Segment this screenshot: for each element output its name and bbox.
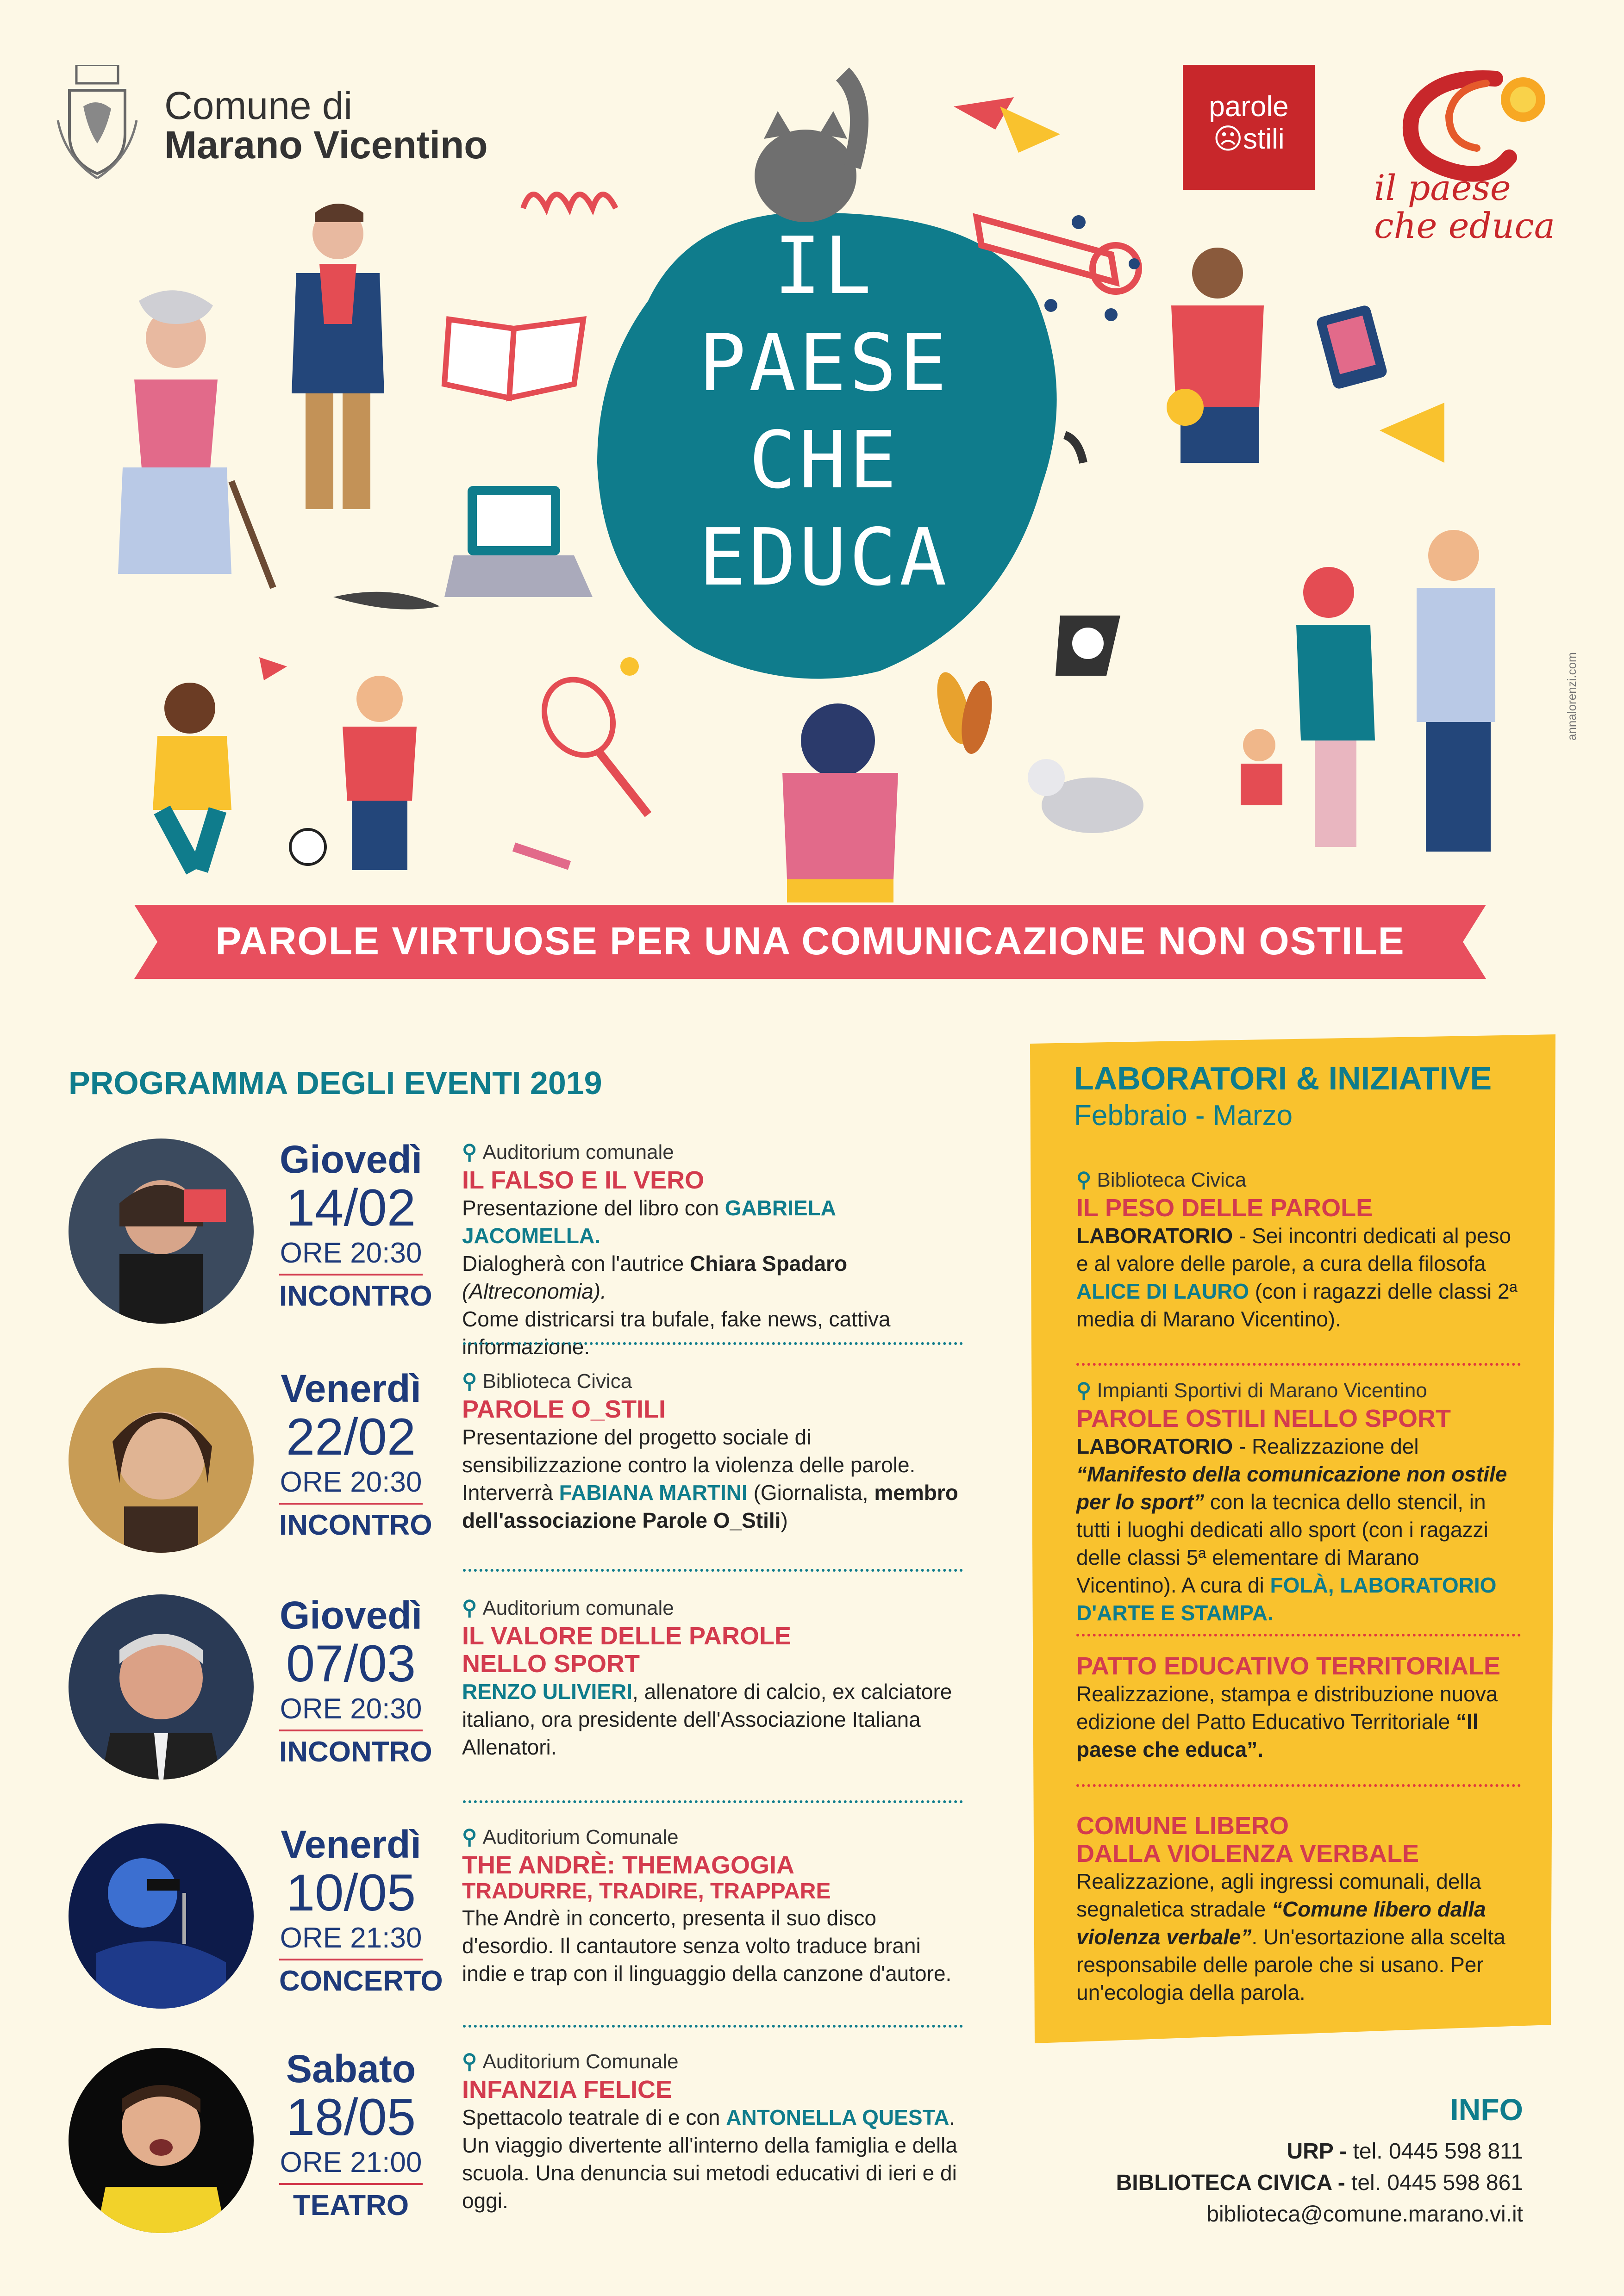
event-date: 07/03 (286, 1635, 416, 1692)
event-2-info (462, 1368, 971, 1534)
goat-figure (1028, 759, 1143, 833)
event-location-text: Biblioteca Civica (482, 1370, 632, 1393)
lab-item-4 (1076, 1812, 1521, 2006)
lab-title: PAROLE OSTILI NELLO SPORT (1076, 1405, 1451, 1432)
performer-photo-5 (69, 2048, 254, 2233)
event-date: 22/02 (286, 1408, 416, 1466)
labs-title: LABORATORI & INIZIATIVE (1074, 1060, 1492, 1096)
event-type: TEATRO (293, 2190, 409, 2221)
desc-part: ) (781, 1508, 788, 1532)
feather-icon (333, 592, 440, 610)
parole-ostili-logo-line2: ☹stili (1213, 123, 1285, 155)
hero-title-line3: CHE (749, 415, 899, 506)
desc-bold: membro dell'associazione Parole O_Stili (462, 1481, 958, 1532)
lab-title: IL PESO DELLE PAROLE (1076, 1194, 1373, 1222)
desc-part: Come districarsi tra bufale, fake news, cattiva informazione. (462, 1307, 891, 1359)
cat-figure (755, 74, 859, 222)
megaphone-icon (1380, 403, 1444, 463)
illustrator-credit: annalorenzi.com (1565, 652, 1579, 740)
labs-subtitle: Febbraio - Marzo (1074, 1100, 1293, 1132)
event-4-date (279, 1823, 443, 2002)
info-urp-tel[interactable]: tel. 0445 598 811 (1347, 2139, 1523, 2164)
event-time: ORE 20:30 (279, 1236, 423, 1276)
desc-bold-italic: “Comune libero dalla violenza verbale” (1076, 1897, 1486, 1949)
desc-part: Realizzazione, agli ingressi comunali, della segnaletica stradale (1076, 1869, 1481, 1921)
pencil-icon (514, 847, 569, 865)
location-pin-icon: ⚲ (462, 1141, 483, 1164)
divider (463, 1342, 963, 1345)
desc-highlight: FABIANA MARTINI (559, 1481, 748, 1505)
lab-title: COMUNE LIBERO (1076, 1812, 1289, 1840)
event-type: INCONTRO (279, 1736, 432, 1768)
desc-part: - Realizzazione del (1233, 1434, 1419, 1458)
event-title: THE ANDRÈ: THEMAGOGIA (462, 1851, 794, 1879)
event-4-info (462, 1823, 971, 1987)
event-time: ORE 20:30 (279, 1465, 423, 1505)
event-day: Giovedì (279, 1138, 423, 1181)
event-1 (69, 1138, 967, 1359)
event-title: IL FALSO E IL VERO (462, 1166, 705, 1194)
desc-highlight: FOLÀ, LABORATORIO D'ARTE E STAMPA. (1076, 1573, 1497, 1625)
event-3-info (462, 1594, 971, 1761)
event-title-line2: NELLO SPORT (462, 1650, 640, 1678)
desc-bold-italic: “Manifesto della comunicazione non ostile per lo sport” (1076, 1462, 1507, 1514)
location-pin-icon: ⚲ (462, 1826, 483, 1848)
event-1-info (462, 1139, 971, 1361)
lab-location (1076, 1377, 1521, 1405)
event-day: Giovedì (279, 1593, 423, 1637)
info-bib-tel[interactable]: tel. 0445 598 861 (1345, 2171, 1523, 2195)
event-5 (69, 2048, 967, 2233)
desc-part: (con i ragazzi delle classi 2ª media di Marano Vicentino). (1076, 1279, 1518, 1331)
info-urp-label: URP - (1287, 2139, 1347, 2164)
divider (463, 1800, 963, 1803)
event-description (462, 1194, 971, 1361)
event-location-text: Auditorium comunale (482, 1141, 674, 1164)
event-title: PAROLE O_STILI (462, 1395, 666, 1423)
pennant-flags (954, 97, 1060, 153)
event-type: INCONTRO (279, 1509, 432, 1541)
hero-title-line2: PAESE (699, 317, 949, 409)
lab-description (1076, 1432, 1521, 1627)
desc-part: - Sei incontri dedicati al peso e al valore delle parole, a cura della filosofa (1076, 1224, 1512, 1276)
tennis-racket-icon (531, 657, 648, 815)
lab-description (1076, 1867, 1521, 2006)
hero-title-line1: IL (774, 220, 874, 312)
ribbon-text: PAROLE VIRTUOSE PER UNA COMUNICAZIONE NON OSTILE (215, 919, 1405, 963)
event-description (462, 2103, 971, 2215)
lab-item-3 (1076, 1652, 1521, 1763)
desc-part: Presentazione del progetto sociale di sensibilizzazione contro la violenza delle parole. Interverrà (462, 1425, 916, 1505)
hero-title (593, 218, 1056, 606)
parole-ostili-logo-line1: parole (1209, 91, 1289, 123)
event-type: INCONTRO (279, 1280, 432, 1312)
event-description: The Andrè in concerto, presenta il suo disco d'esordio. Il cantautore senza volto traduce brani indie e trap con il linguaggio della canzone d'autore. (462, 1906, 952, 1985)
event-3-date (279, 1593, 432, 1773)
lab-label: LABORATORIO (1076, 1434, 1233, 1458)
event-date: 18/05 (286, 2088, 416, 2146)
event-date: 10/05 (286, 1864, 416, 1922)
event-time: ORE 21:00 (279, 2145, 423, 2185)
event-subtitle: TRADURRE, TRADIRE, TRAPPARE (462, 1879, 831, 1904)
desc-part: (Giornalista, (747, 1481, 874, 1505)
desc-highlight: ALICE DI LAURO (1076, 1279, 1249, 1303)
kid-with-flag-figure (153, 657, 287, 870)
divider (1076, 1634, 1521, 1636)
divider (463, 2025, 963, 2028)
divider (463, 1569, 963, 1572)
family-figure (1241, 530, 1495, 852)
lab-title-line2: DALLA VIOLENZA VERBALE (1076, 1840, 1419, 1867)
corn-icon (931, 669, 997, 756)
spiral-ribbon (523, 194, 616, 208)
performer-photo-4 (69, 1823, 254, 2009)
desc-bold: Chiara Spadaro (690, 1251, 848, 1276)
man-with-ball-figure (1167, 248, 1264, 463)
event-location (462, 1368, 971, 1395)
event-title: IL VALORE DELLE PAROLE (462, 1622, 792, 1650)
event-5-date (279, 2048, 423, 2227)
location-pin-icon: ⚲ (462, 2050, 483, 2073)
comune-name: Marano Vicentino (164, 123, 488, 167)
hero-title-line4: EDUCA (699, 512, 949, 604)
info-urp (1018, 2136, 1523, 2167)
comune-label: Comune di (164, 84, 353, 127)
pce-line2: che educa (1374, 205, 1555, 246)
divider (1076, 1363, 1521, 1366)
info-title: INFO (1450, 2092, 1523, 2127)
divider (1076, 1784, 1521, 1787)
desc-part: Realizzazione, stampa e distribuzione nuova edizione del Patto Educativo Territoriale (1076, 1682, 1498, 1734)
event-location-text: Auditorium comunale (482, 1597, 674, 1619)
event-time: ORE 21:30 (279, 1921, 423, 1960)
boy-with-ball-figure (290, 676, 417, 870)
location-pin-icon: ⚲ (1076, 1169, 1097, 1191)
event-time: ORE 20:30 (279, 1692, 423, 1731)
event-2 (69, 1368, 967, 1553)
desc-part: Spettacolo teatrale di e con (462, 2105, 726, 2129)
desc-bold: “Il paese che educa”. (1076, 1710, 1479, 1761)
lab-item-2 (1076, 1377, 1521, 1627)
open-book-icon (444, 319, 583, 398)
speaker-photo-1 (69, 1139, 254, 1324)
event-description (462, 1423, 971, 1534)
event-location (462, 2048, 971, 2076)
desc-highlight: GABRIELA JACOMELLA. (462, 1196, 836, 1248)
old-phone-icon (1056, 435, 1120, 676)
lab-item-1 (1076, 1166, 1521, 1333)
event-title: INFANZIA FELICE (462, 2076, 672, 2103)
desc-part: , allenatore di calcio, ex calciatore italiano, ora presidente dell'Associazione Italiana Allenatori. (462, 1680, 952, 1759)
grandmother-figure (118, 290, 273, 588)
event-date: 14/02 (286, 1179, 416, 1237)
event-location (462, 1139, 971, 1166)
event-location (462, 1823, 971, 1851)
event-location-text: Auditorium Comunale (482, 2050, 679, 2073)
desc-highlight: RENZO ULIVIERI (462, 1680, 633, 1704)
smartphone-icon (1315, 304, 1388, 390)
lab-title: PATTO EDUCATIVO TERRITORIALE (1076, 1652, 1501, 1680)
info-bib-label: BIBLIOTECA CIVICA - (1116, 2171, 1345, 2195)
speaker-photo-2 (69, 1368, 254, 1553)
lab-label: LABORATORIO (1076, 1224, 1233, 1248)
event-day: Sabato (286, 2047, 416, 2091)
event-3 (69, 1594, 967, 1780)
speaker-photo-3 (69, 1594, 254, 1780)
info-biblioteca (1018, 2167, 1523, 2199)
desc-part: Presentazione del libro con (462, 1196, 725, 1220)
girl-holding-sign-figure (782, 703, 898, 902)
desc-part: con la tecnica dello stencil, in tutti i luoghi dedicati allo sport (con i ragazzi delle classi 5ª elementare di Marano Vicentino). A cura di (1076, 1490, 1488, 1597)
event-location (462, 1594, 971, 1622)
laptop-icon (444, 486, 593, 597)
lab-description (1076, 1680, 1521, 1763)
desc-part: . Un viaggio divertente all'interno della famiglia e della scuola. Una denuncia sui metodi educativi di ieri e di oggi. (462, 2105, 957, 2213)
event-type: CONCERTO (279, 1965, 443, 1997)
location-pin-icon: ⚲ (462, 1597, 483, 1619)
desc-highlight: ANTONELLA QUESTA (726, 2105, 949, 2129)
lab-location-text: Impianti Sportivi di Marano Vicentino (1097, 1379, 1427, 1402)
event-1-date (279, 1138, 432, 1317)
event-2-date (279, 1367, 432, 1546)
lab-description (1076, 1222, 1521, 1333)
lab-location (1076, 1166, 1521, 1194)
event-5-info (462, 2048, 971, 2215)
event-location-text: Auditorium Comunale (482, 1826, 679, 1848)
location-pin-icon: ⚲ (462, 1370, 483, 1393)
man-with-books-figure (292, 204, 384, 509)
program-title: PROGRAMMA DEGLI EVENTI 2019 (69, 1065, 602, 1101)
event-day: Venerdì (281, 1823, 421, 1866)
event-day: Venerdì (281, 1367, 421, 1410)
event-description (462, 1678, 971, 1761)
desc-italic: (Altreconomia). (462, 1279, 606, 1303)
event-4 (69, 1823, 967, 2009)
desc-part: Dialogherà con l'autrice (462, 1251, 690, 1276)
info-email[interactable]: biblioteca@comune.marano.vi.it (1206, 2202, 1523, 2227)
desc-part: . Un'esortazione alla scelta responsabile delle parole che si usano. Per un'ecologia della parola. (1076, 1925, 1505, 2004)
pce-line1: il paese (1374, 167, 1511, 208)
location-pin-icon: ⚲ (1076, 1379, 1097, 1402)
lab-location-text: Biblioteca Civica (1097, 1169, 1247, 1191)
